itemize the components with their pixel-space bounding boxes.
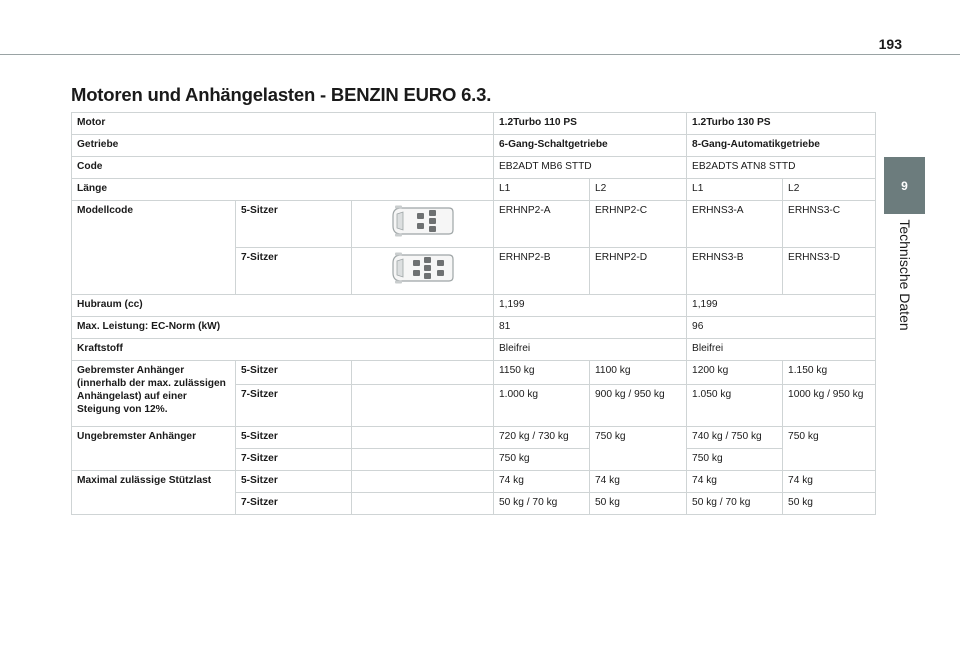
table-cell: 740 kg / 750 kg (687, 427, 783, 449)
table-cell: 1.050 kg (687, 385, 783, 427)
table-cell: ERHNS3-D (783, 248, 876, 295)
empty-cell (352, 471, 494, 493)
table-cell: 50 kg / 70 kg (494, 493, 590, 515)
header-rule (0, 54, 960, 55)
seat-label: 7-Sitzer (236, 493, 352, 515)
table-cell: ERHNP2-A (494, 201, 590, 248)
table-cell: ERHNS3-B (687, 248, 783, 295)
table-row-leistung (72, 317, 876, 339)
table-row-stuetzlast-5 (72, 471, 876, 493)
table-cell: 96 (687, 317, 876, 339)
table-cell: 1.150 kg (783, 361, 876, 385)
row-label: Kraftstoff (72, 339, 494, 361)
table-cell: 50 kg (590, 493, 687, 515)
table-cell: 81 (494, 317, 687, 339)
table-row-laenge (72, 179, 876, 201)
empty-cell (352, 449, 494, 471)
row-label: Gebremster Anhänger (innerhalb der max. zulässigen Anhängelast) auf einer Steigung von 12%. (72, 361, 236, 427)
empty-cell (352, 493, 494, 515)
table-cell: 1.2Turbo 130 PS (687, 113, 876, 135)
spec-table (71, 112, 876, 515)
table-row-kraftstoff (72, 339, 876, 361)
table-cell: L2 (590, 179, 687, 201)
table-cell: L1 (687, 179, 783, 201)
row-label: Motor (72, 113, 494, 135)
table-row-gebremst-5 (72, 361, 876, 385)
table-cell: 6-Gang-Schaltgetriebe (494, 135, 687, 157)
table-cell: 750 kg (783, 427, 876, 471)
table-cell: Bleifrei (687, 339, 876, 361)
row-label: Modellcode (72, 201, 236, 295)
chapter-tab (884, 157, 925, 214)
empty-cell (352, 385, 494, 427)
table-row-code (72, 157, 876, 179)
table-cell: 1150 kg (494, 361, 590, 385)
table-cell: 74 kg (494, 471, 590, 493)
row-label: Max. Leistung: EC-Norm (kW) (72, 317, 494, 339)
table-cell: 74 kg (783, 471, 876, 493)
table-cell: 1.2Turbo 110 PS (494, 113, 687, 135)
van-5-seat-layout-icon (391, 204, 455, 238)
seat-label: 7-Sitzer (236, 449, 352, 471)
table-cell: EB2ADT MB6 STTD (494, 157, 687, 179)
table-cell: ERHNS3-C (783, 201, 876, 248)
table-cell: Bleifrei (494, 339, 687, 361)
page-number: 193 (878, 36, 902, 52)
table-cell: 1,199 (687, 295, 876, 317)
table-cell: ERHNP2-C (590, 201, 687, 248)
table-cell: 900 kg / 950 kg (590, 385, 687, 427)
seat-label: 7-Sitzer (236, 248, 352, 295)
table-cell: 1,199 (494, 295, 687, 317)
seat-label: 5-Sitzer (236, 471, 352, 493)
chapter-number: 9 (901, 178, 908, 193)
table-row-ungebremst-5 (72, 427, 876, 449)
table-cell: 74 kg (687, 471, 783, 493)
table-row-modellcode-5 (72, 201, 876, 248)
table-cell: 750 kg (494, 449, 590, 471)
empty-cell (352, 361, 494, 385)
table-cell: L2 (783, 179, 876, 201)
page-title: Motoren und Anhängelasten - BENZIN EURO 6.3. (71, 84, 492, 105)
table-cell: EB2ADTS ATN8 STTD (687, 157, 876, 179)
row-label: Hubraum (cc) (72, 295, 494, 317)
table-cell: ERHNS3-A (687, 201, 783, 248)
van-7-seat-layout-icon (391, 251, 455, 285)
table-cell: 720 kg / 730 kg (494, 427, 590, 449)
row-label: Getriebe (72, 135, 494, 157)
table-cell: 750 kg (590, 427, 687, 471)
row-label: Code (72, 157, 494, 179)
table-row-motor (72, 113, 876, 135)
row-label: Maximal zulässige Stützlast (72, 471, 236, 515)
seat-label: 5-Sitzer (236, 201, 352, 248)
table-cell: 1.000 kg (494, 385, 590, 427)
row-label: Ungebremster Anhänger (72, 427, 236, 471)
table-cell: ERHNP2-D (590, 248, 687, 295)
table-cell: 1200 kg (687, 361, 783, 385)
table-cell: 50 kg / 70 kg (687, 493, 783, 515)
table-cell: 1000 kg / 950 kg (783, 385, 876, 427)
table-row-hubraum (72, 295, 876, 317)
seat-label: 7-Sitzer (236, 385, 352, 427)
seat-label: 5-Sitzer (236, 361, 352, 385)
empty-cell (352, 427, 494, 449)
table-row-getriebe (72, 135, 876, 157)
table-cell: ERHNP2-B (494, 248, 590, 295)
table-cell: 8-Gang-Automatikgetriebe (687, 135, 876, 157)
row-label: Länge (72, 179, 494, 201)
table-cell: L1 (494, 179, 590, 201)
chapter-title: Technische Daten (897, 219, 913, 331)
table-cell: 1100 kg (590, 361, 687, 385)
table-cell: 750 kg (687, 449, 783, 471)
seat-label: 5-Sitzer (236, 427, 352, 449)
seat-layout-cell (352, 201, 494, 248)
table-cell: 50 kg (783, 493, 876, 515)
seat-layout-cell (352, 248, 494, 295)
table-cell: 74 kg (590, 471, 687, 493)
